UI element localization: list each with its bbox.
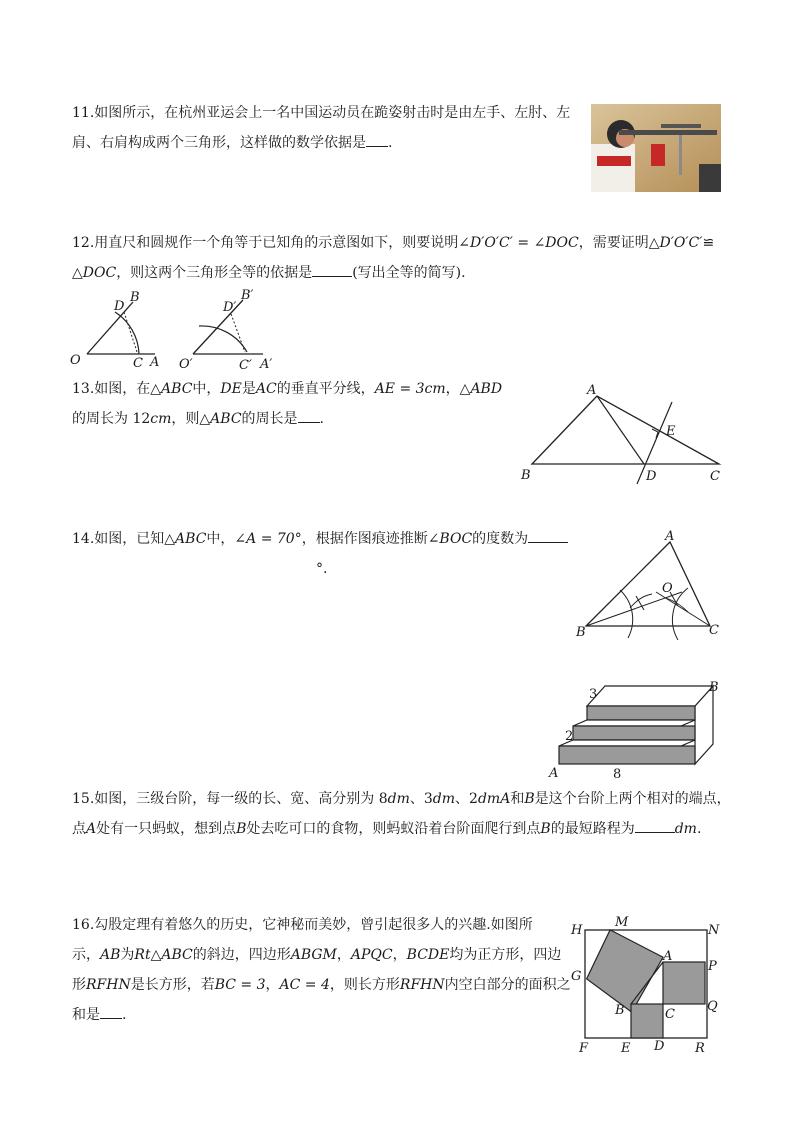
fig15-label-a: A bbox=[549, 766, 559, 780]
figure-13 bbox=[515, 380, 730, 488]
q14-line2: °. bbox=[316, 561, 328, 577]
fig16-label-c: C bbox=[665, 1007, 675, 1022]
fig16-label-n: N bbox=[708, 923, 720, 938]
fig12-label-d: D bbox=[114, 299, 125, 314]
fig12-label-a-prime: A′ bbox=[260, 357, 273, 372]
fig16-label-p: P bbox=[708, 959, 717, 974]
fig13-label-d: D bbox=[646, 469, 657, 484]
q15-line2: 点A处有一只蚂蚁，想到点B处去吃可口的食物，则蚂蚁沿着台阶面爬行到点B的最短路程为 dm. bbox=[72, 814, 731, 844]
fig14-label-a: A bbox=[665, 529, 675, 544]
shooter-photo bbox=[591, 104, 721, 192]
q16-line4: 和是 . bbox=[72, 1000, 571, 1030]
question-16 bbox=[72, 910, 571, 1030]
question-14 bbox=[72, 524, 568, 584]
fig12-label-b-prime: B′ bbox=[241, 288, 254, 303]
q12-answer-blank[interactable] bbox=[312, 260, 352, 277]
q11-line2: 肩、右肩构成两个三角形，这样做的数学依据是 . bbox=[72, 128, 570, 158]
q15-line1: 15.如图，三级台阶，每一级的长、宽、高分别为 8dm、3dm、2dmA和B是这个台阶上两个相对的端点， bbox=[72, 791, 731, 807]
q16-answer-blank[interactable] bbox=[100, 1002, 122, 1019]
q13-line1: 13.如图，在△ABC中，DE是AC的垂直平分线，AE = 3cm，△ABD bbox=[72, 381, 503, 397]
fig13-label-a: A bbox=[587, 383, 597, 398]
fig16-label-d: D bbox=[654, 1039, 665, 1054]
fig13-label-e: E bbox=[666, 424, 676, 439]
figure-15 bbox=[545, 678, 725, 780]
fig14-label-o: O bbox=[662, 581, 673, 596]
fig16-label-e: E bbox=[621, 1041, 631, 1056]
fig16-label-q: Q bbox=[707, 999, 718, 1014]
q13-answer-blank[interactable] bbox=[298, 406, 320, 423]
q14-answer-blank[interactable] bbox=[528, 526, 568, 543]
fig16-label-b: B bbox=[615, 1003, 625, 1018]
q12-line2: △DOC，则这两个三角形全等的依据是 (写出全等的简写). bbox=[72, 258, 714, 288]
q13-line2: 的周长为 12cm，则△ABC的周长是 . bbox=[72, 404, 502, 434]
fig12-label-d-prime: D′ bbox=[223, 300, 237, 315]
question-11 bbox=[72, 98, 570, 158]
fig12-label-c: C bbox=[133, 356, 143, 371]
q16-line3: 形RFHN是长方形，若BC = 3，AC = 4，则长方形RFHN内空白部分的面积之 bbox=[72, 977, 571, 993]
fig14-label-b: B bbox=[576, 625, 586, 640]
q12-line1: 12.用直尺和圆规作一个角等于已知角的示意图如下，则要说明∠D′O′C′ = ∠DOC，需要证明△D′O′C′≌ bbox=[72, 235, 715, 251]
fig15-label-8: 8 bbox=[613, 767, 622, 780]
fig13-label-c: C bbox=[710, 469, 720, 484]
fig15-label-b: B bbox=[709, 680, 719, 695]
question-15 bbox=[72, 784, 731, 844]
figure-14 bbox=[570, 528, 728, 644]
question-13 bbox=[72, 374, 502, 434]
fig15-label-2: 2 bbox=[565, 729, 574, 744]
fig16-label-r: R bbox=[695, 1041, 705, 1056]
fig16-label-f: F bbox=[579, 1041, 589, 1056]
q15-answer-blank[interactable] bbox=[635, 816, 675, 833]
fig12-label-b: B bbox=[130, 290, 140, 305]
fig16-label-g: G bbox=[571, 969, 582, 984]
fig12-label-o-prime: O′ bbox=[179, 357, 193, 372]
question-12 bbox=[72, 228, 714, 288]
fig12-label-c-prime: C′ bbox=[239, 358, 252, 373]
q11-line1: 11.如图所示，在杭州亚运会上一名中国运动员在跪姿射击时是由左手、左肘、左 bbox=[72, 105, 571, 121]
fig15-label-3: 3 bbox=[589, 687, 598, 702]
figure-12 bbox=[65, 288, 295, 374]
fig12-label-a: A bbox=[150, 355, 160, 370]
fig12-label-o: O bbox=[70, 353, 81, 368]
figure-16 bbox=[565, 914, 725, 1060]
fig14-label-c: C bbox=[709, 623, 719, 638]
fig16-label-h: H bbox=[571, 923, 583, 938]
q16-line2: 示，AB为Rt△ABC的斜边，四边形ABGM，APQC，BCDE均为正方形，四边 bbox=[72, 947, 562, 963]
fig16-label-a: A bbox=[663, 949, 673, 964]
q11-answer-blank[interactable] bbox=[366, 130, 388, 147]
fig16-label-m: M bbox=[615, 915, 629, 930]
q14-line1: 14.如图，已知△ABC中，∠A = 70°，根据作图痕迹推断∠BOC的度数为 bbox=[72, 524, 568, 554]
fig13-label-b: B bbox=[521, 468, 531, 483]
q16-line1: 16.勾股定理有着悠久的历史，它神秘而美妙，曾引起很多人的兴趣.如图所 bbox=[72, 917, 533, 933]
